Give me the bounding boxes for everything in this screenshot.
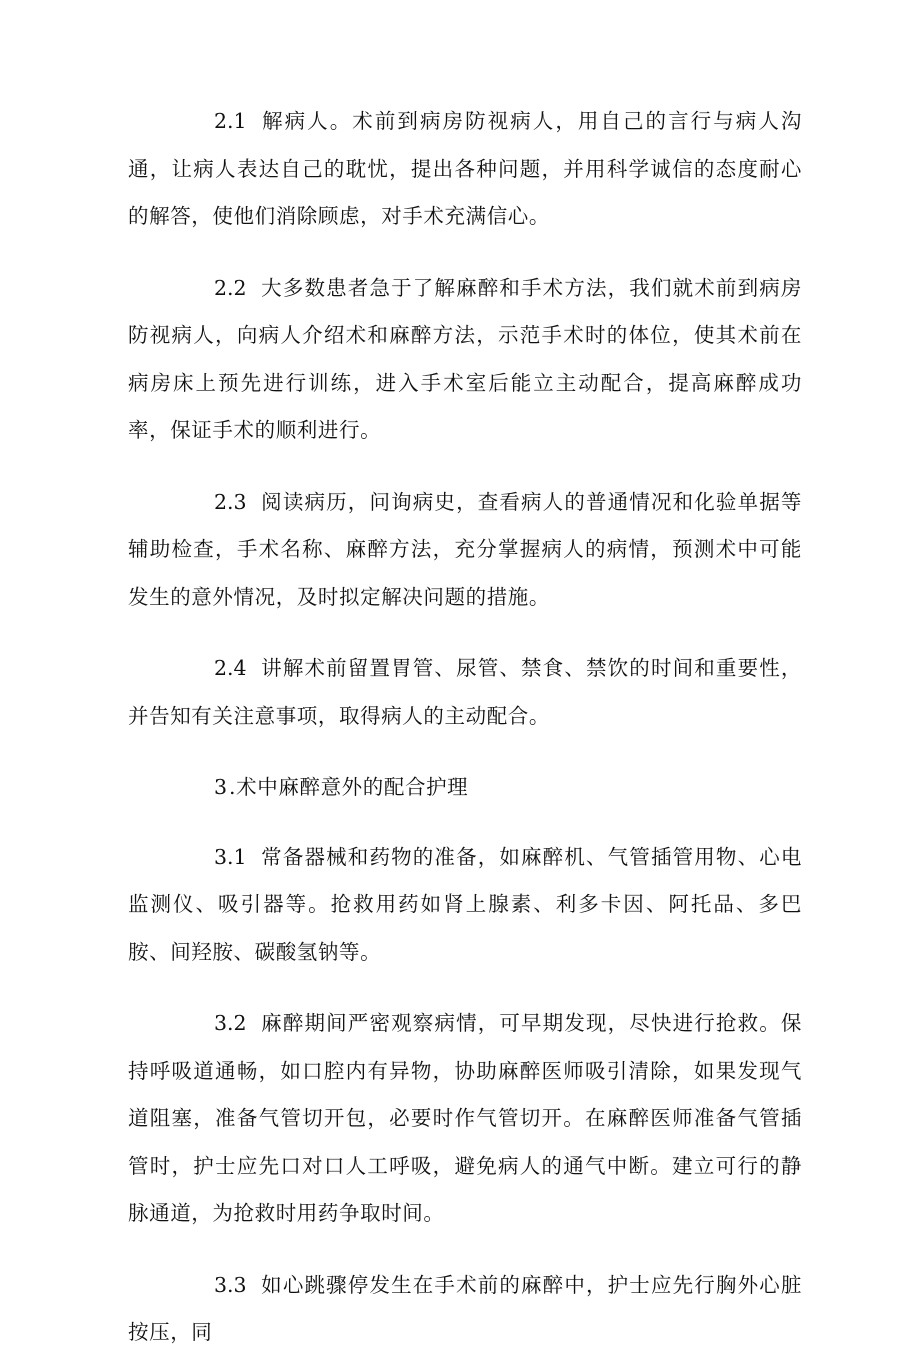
section-number: 3.1 xyxy=(214,844,247,869)
paragraph-2-1 xyxy=(128,98,802,241)
paragraph-text: 讲解术前留置胃管、尿管、禁食、禁饮的时间和重要性，并告知有关注意事项，取得病人的主动配合。 xyxy=(128,656,802,728)
section-number: 3 xyxy=(214,775,228,799)
paragraph-text: 常备器械和药物的准备，如麻醉机、气管插管用物、心电监测仪、吸引器等。抢救用药如肾上腺素、利多卡因、阿托品、多巴胺、间羟胺、碳酸氢钠等。 xyxy=(128,844,802,964)
paragraph-2-2 xyxy=(128,265,802,455)
paragraph-text: 麻醉期间严密观察病情，可早期发现，尽快进行抢救。保持呼吸道通畅，如口腔内有异物，协助麻醉医师吸引清除，如果发现气道阻塞，准备气管切开包，必要时作气管切开。在麻醉医师准备气管插管时，护士应先口对口人工呼吸，避免病人的通气中断。建立可行的静脉通道，为抢救时用药争取时间。 xyxy=(128,1011,802,1225)
paragraph-text: 如心跳骤停发生在手术前的麻醉中，护士应先行胸外心脏按压，同 xyxy=(128,1272,802,1344)
section-number: 2.4 xyxy=(214,656,247,680)
paragraph-2-4 xyxy=(128,645,802,740)
section-heading-3 xyxy=(128,764,802,812)
section-heading-text: .术中麻醉意外的配合护理 xyxy=(229,775,469,799)
section-number: 2.2 xyxy=(214,275,247,300)
paragraph-2-3 xyxy=(128,479,802,622)
section-number: 2.1 xyxy=(214,109,247,133)
paragraph-text: 解病人。术前到病房防视病人，用自己的言行与病人沟通，让病人表达自己的耽忧，提出各种问题，并用科学诚信的态度耐心的解答，使他们消除顾虑，对手术充满信心。 xyxy=(128,109,802,228)
paragraph-3-2 xyxy=(128,1000,802,1238)
paragraph-3-1 xyxy=(128,834,802,977)
paragraph-3-3 xyxy=(128,1262,802,1357)
section-number: 2.3 xyxy=(214,489,247,514)
section-number: 3.3 xyxy=(214,1272,247,1297)
paragraph-text: 阅读病历，问询病史，查看病人的普通情况和化验单据等辅助检查，手术名称、麻醉方法，充分掌握病人的病情，预测术中可能发生的意外情况，及时拟定解决问题的措施。 xyxy=(128,489,802,609)
paragraph-text: 大多数患者急于了解麻醉和手术方法，我们就术前到病房防视病人，向病人介绍术和麻醉方法，示范手术时的体位，使其术前在病房床上预先进行训练，进入手术室后能立主动配合，提高麻醉成功率，保证手术的顺利进行。 xyxy=(128,275,802,442)
section-number: 3.2 xyxy=(214,1011,247,1035)
